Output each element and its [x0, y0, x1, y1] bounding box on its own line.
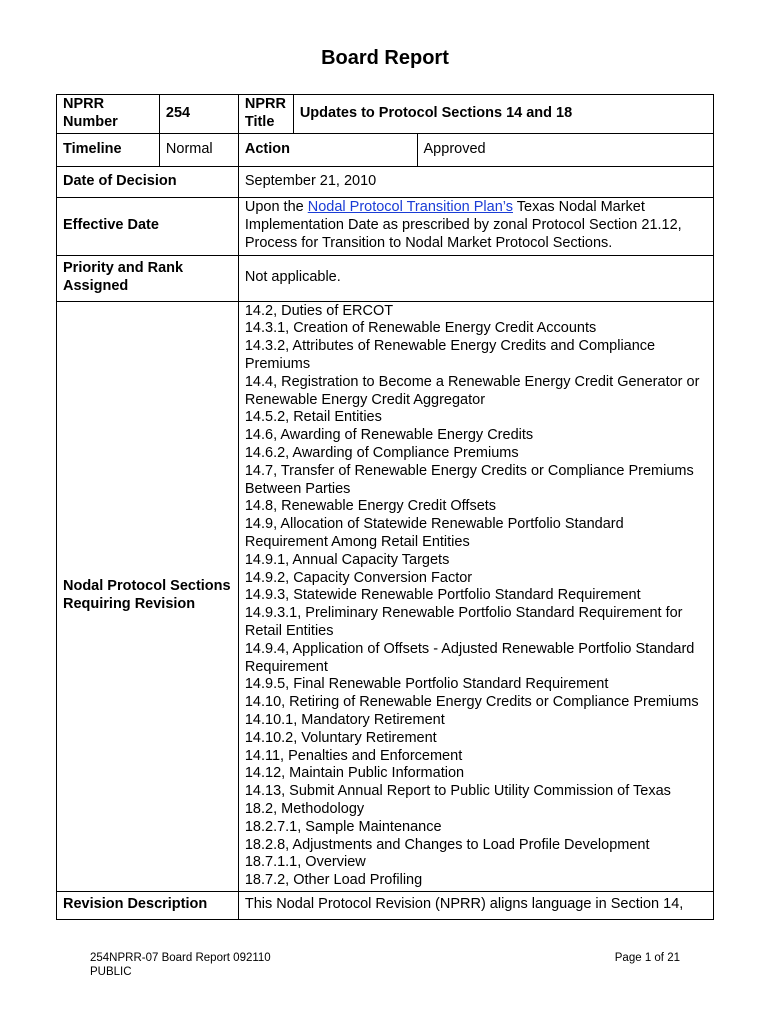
table-row	[57, 197, 714, 255]
revision-description-label: Revision Description	[57, 891, 239, 919]
table-row	[57, 133, 714, 166]
list-item: 18.2.8, Adjustments and Changes to Load Profile Development	[244, 836, 650, 853]
nprr-number-value: 254	[159, 95, 238, 134]
list-item: 14.6.2, Awarding of Compliance Premiums	[244, 444, 519, 461]
list-item: 14.9.2, Capacity Conversion Factor	[244, 569, 473, 586]
list-item: 18.7.2, Other Load Profiling	[244, 872, 423, 889]
footer-page-number: Page 1 of 21	[614, 952, 680, 964]
sections-list	[238, 301, 713, 891]
footer-classification: PUBLIC	[90, 966, 132, 978]
list-item: 14.9, Allocation of Statewide Renewable Portfolio Standard Requirement Among Retail Entities	[244, 516, 624, 550]
list-item: 14.3.2, Attributes of Renewable Energy Credits and Compliance Premiums	[244, 338, 656, 372]
list-item: 14.9.5, Final Renewable Portfolio Standard Requirement	[244, 676, 609, 693]
list-item: 14.11, Penalties and Enforcement	[244, 747, 463, 764]
table-row	[57, 255, 714, 301]
date-of-decision-label: Date of Decision	[57, 166, 239, 197]
list-item: 18.7.1.1, Overview	[244, 854, 366, 871]
table-row	[57, 166, 714, 197]
nprr-title-label: NPRR Title	[238, 95, 293, 134]
list-item: 14.12, Maintain Public Information	[244, 765, 465, 782]
list-item: 14.9.3.1, Preliminary Renewable Portfolio Standard Requirement for Retail Entities	[244, 605, 683, 639]
table-row	[57, 95, 714, 134]
timeline-value: Normal	[159, 133, 238, 166]
effective-date-value	[238, 197, 713, 255]
timeline-label: Timeline	[57, 133, 160, 166]
list-item: 14.9.3, Statewide Renewable Portfolio Standard Requirement	[244, 587, 641, 604]
table-row	[57, 891, 714, 919]
nprr-title-value: Updates to Protocol Sections 14 and 18	[293, 95, 713, 134]
priority-rank-label: Priority and Rank Assigned	[57, 255, 239, 301]
list-item: 14.7, Transfer of Renewable Energy Credits or Compliance Premiums Between Parties	[244, 462, 694, 497]
action-value: Approved	[417, 133, 713, 166]
list-item: 14.2, Duties of ERCOT	[244, 302, 394, 319]
priority-rank-value: Not applicable.	[238, 255, 713, 301]
revision-description-value: This Nodal Protocol Revision (NPRR) aligns language in Section 14,	[238, 891, 713, 919]
effective-prefix: Upon the	[244, 199, 308, 216]
list-item: 18.2.7.1, Sample Maintenance	[244, 818, 442, 835]
list-item: 14.3.1, Creation of Renewable Energy Credit Accounts	[244, 320, 597, 337]
footer-doc-id: 254NPRR-07 Board Report 092110	[90, 952, 271, 964]
date-of-decision-value: September 21, 2010	[238, 166, 713, 197]
footer-document-info	[90, 951, 271, 979]
list-item: 14.10, Retiring of Renewable Energy Credits or Compliance Premiums	[244, 694, 699, 711]
list-item: 14.10.1, Mandatory Retirement	[244, 711, 445, 728]
list-item: 14.10.2, Voluntary Retirement	[244, 729, 437, 746]
nprr-number-label: NPRR Number	[57, 95, 160, 134]
action-label: Action	[238, 133, 417, 166]
list-item: 14.4, Registration to Become a Renewable Energy Credit Generator or Renewable Energy Credit Aggregator	[244, 373, 700, 408]
transition-plan-link[interactable]: Nodal Protocol Transition Plan’s	[307, 199, 513, 216]
list-item: 14.8, Renewable Energy Credit Offsets	[244, 498, 497, 515]
list-item: 14.9.1, Annual Capacity Targets	[244, 551, 450, 568]
list-item: 14.6, Awarding of Renewable Energy Credits	[244, 427, 534, 444]
list-item: 14.9.4, Application of Offsets - Adjusted Renewable Portfolio Standard Requirement	[244, 640, 695, 675]
effective-date-label: Effective Date	[57, 197, 239, 255]
list-item: 18.2, Methodology	[244, 800, 365, 817]
page-title: Board Report	[321, 47, 449, 69]
table-row	[57, 301, 714, 891]
effective-suffix: Texas Nodal Market Implementation Date as prescribed by zonal Protocol Section 21.12, Process for Transition to Nodal Market Protocol Sections.	[244, 199, 682, 251]
board-report-table	[56, 94, 714, 920]
sections-requiring-revision-label: Nodal Protocol Sections Requiring Revision	[57, 301, 239, 891]
list-item: 14.13, Submit Annual Report to Public Utility Commission of Texas	[244, 783, 671, 800]
list-item: 14.5.2, Retail Entities	[244, 409, 382, 426]
